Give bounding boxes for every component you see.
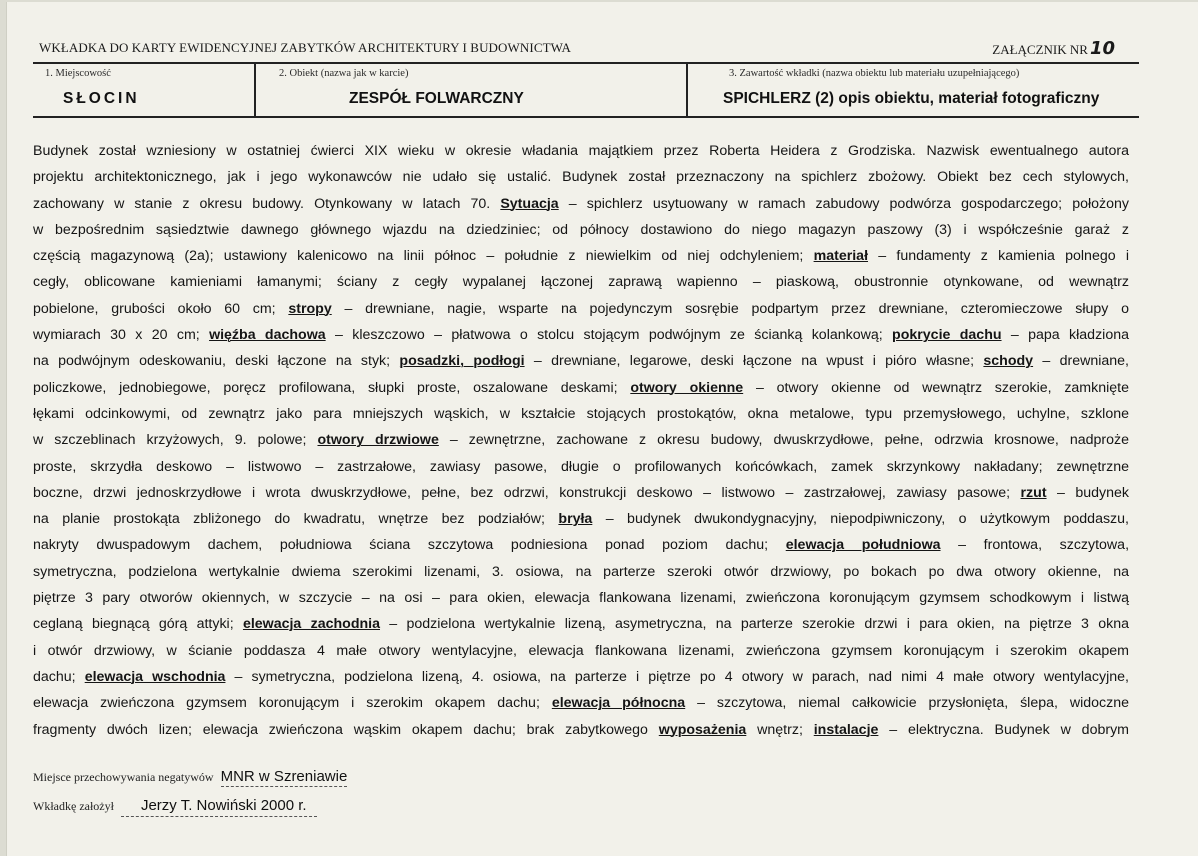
section-keyword: elewacja południowa [785,537,941,554]
text-segment: policzkowe, jednobiegowe, poręcz profilowana, słupki proste, oszalowane deskami; [33,379,631,396]
text-segment: ceglaną biegnącą górą attyki; [33,616,243,633]
negatives-location [33,768,347,785]
section-keyword: elewacja północna [551,695,686,712]
field-locality-label: 1. Miejscowość [45,68,111,79]
header-bottom-rule [33,116,1139,118]
author-value: Jerzy T. Nowiński 2000 r. [121,797,317,817]
text-segment: proste, skrzydła deskowo – listwowo – zastrzałowe, zawiasy pasowe, długie o profilowanych końcówkach, zamek skrzynkowy nakładany; zewnętrzne [33,458,1129,475]
text-segment: cegły, oblicowane kamieniami łamanymi; ściany z cegły wypalanej łączonej zaprawą wapienno – piaskową, obustronnie otynkowane, od wewnątrz [33,274,1129,291]
section-keyword: elewacja zachodnia [242,616,380,633]
field-locality-value: SŁOCIN [63,90,140,107]
text-segment: zachowany w stanie z okresu budowy. Otynkowany w latach 70. [33,195,501,212]
negatives-value: MNR w Szreniawie [220,768,348,785]
text-segment: piętrze 3 pary otworów okiennych, w szczycie – na osi – para okien, elewacja flankowana lizenami, zwieńczona koronującym gzymsem schodkowym i listwą [33,590,1129,607]
field-divider-1 [254,64,256,118]
text-line [33,664,1129,690]
text-line [33,191,1129,217]
field-locality [33,66,255,118]
section-keyword: materiał [813,248,869,265]
text-segment: i otwór drzwiowy, w ścianie poddasza 4 małe otwory wentylacyjne, elewacja flankowana lizenami, zwieńczona gzymsem koronującym i szerokim okapem [33,642,1129,659]
text-segment: – papa kładziona [1001,327,1129,344]
text-segment: na planie prostokąta zbliżonego do kwadratu, wnętrze bez podziałów; [33,511,559,528]
text-line [33,480,1129,506]
text-segment: – drewniane, legarowe, deski łączone na wpust i pióro własne; [524,353,984,370]
text-segment: – otwory okienne od wewnątrz szerokie, zamknięte [743,379,1129,396]
text-segment: – budynek dwukondygnacyjny, niepodpiwniczony, o użytkowym poddaszu, [592,511,1129,528]
text-line [33,559,1129,585]
annex-label-text: ZAŁĄCZNIK NR [992,42,1088,57]
text-line [33,690,1129,716]
section-keyword: Sytuacja [500,195,559,212]
section-keyword: bryła [558,511,593,528]
section-keyword: posadzki, podłogi [399,353,525,370]
field-object-value: ZESPÓŁ FOLWARCZNY [349,90,524,107]
text-segment: – frontowa, szczytowa, [940,537,1130,554]
text-segment: symetryczna, podzielona wertykalnie dwiema szerokimi lizenami, 3. osiowa, na parterze szeroki otwór drzwiowy, po bokach po dwa otwory okienne, na [33,563,1129,580]
text-segment: łękami odcinkowymi, od zewnątrz jako para mniejszych wąskich, w kształcie stojących prostokątów, okna metalowe, typu przemysłowego, uchylne, szklone [33,405,1129,422]
text-segment: dachu; [33,668,85,685]
text-line [33,243,1129,269]
text-segment: elewacja zwieńczona gzymsem koronującym i szerokim okapem dachu; [33,695,552,712]
text-line [33,296,1129,322]
text-segment: – kleszczowo – płatwowa o stolcu stojącym podwójnym ze ścianką kolankową; [325,327,893,344]
text-segment: – elektryczna. Budynek w dobrym [878,721,1129,738]
text-line [33,138,1129,164]
section-keyword: elewacja wschodnia [84,668,226,685]
description-text [33,138,1129,743]
text-segment: – zewnętrzne, zachowane z okresu budowy, dwuskrzydłowe, pełne, odrzwia krosnowe, nadproże [438,432,1129,449]
text-line [33,375,1129,401]
section-keyword: schody [983,353,1034,370]
text-line [33,638,1129,664]
text-line [33,164,1129,190]
text-segment: boczne, drzwi jednoskrzydłowe i wrota dwuskrzydłowe, pełne, bez odrzwi, konstrukcji deskowo – listwowo – zastrzałowej, zawiasy pasowe; [33,484,1021,501]
text-segment: – szczytowa, niemal całkowicie przysłonięta, ślepa, widoczne [685,695,1130,712]
text-segment: – podzielona wertykalnie lizeną, asymetryczna, na parterze szerokie drzwi i para okien, na piętrze 3 okna [380,616,1129,633]
section-keyword: rzut [1020,484,1047,501]
field-content-value: SPICHLERZ (2) opis obiektu, materiał fotograficzny [723,90,1100,107]
text-segment: nakryty dwuspadowym dachem, południowa ściana szczytowa podniesiona ponad poziom dachu; [33,537,786,554]
text-segment: – symetryczna, podzielona lizeną, 4. osiowa, na parterze i piętrze po 4 otwory w parach, nad nimi 4 małe otwory wentylacyjne, [225,668,1129,685]
text-line [33,585,1129,611]
field-object [257,66,685,118]
form-title: WKŁADKA DO KARTY EWIDENCYJNEJ ZABYTKÓW ARCHITEKTURY I BUDOWNICTWA [39,40,572,55]
text-segment: – fundamenty z kamienia polnego i [868,248,1130,265]
negatives-label: Miejsce przechowywania negatywów [33,770,214,784]
text-segment: w bezpośrednim sąsiedztwie dawnego głównego wjazdu na dziedziniec; od północy dostawiono do niego magazyn paszowy (3) i współcześnie garaż z [33,221,1129,238]
field-divider-2 [686,64,688,118]
text-segment: wymiarach 30 x 20 cm; [33,327,210,344]
text-segment: częścią magazynową (2a); ustawiony kalenicowo na linii północ – południe z niewielkim od niej odchyleniem; [33,248,814,265]
section-keyword: otwory drzwiowe [317,432,439,449]
text-line [33,348,1129,374]
text-line [33,401,1129,427]
document-sheet [6,2,1198,856]
text-segment: pobielone, grubości około 60 cm; [33,300,289,317]
text-line [33,217,1129,243]
annex-label [992,38,1115,59]
text-line [33,532,1129,558]
author-line [33,797,317,817]
text-line [33,611,1129,637]
text-segment: na podwójnym odeskowaniu, deski łączone na styk; [33,353,400,370]
text-line [33,506,1129,532]
text-segment: wnętrz; [746,721,814,738]
section-keyword: instalacje [813,721,879,738]
field-object-label: 2. Obiekt (nazwa jak w karcie) [279,68,409,79]
text-segment: – drewniane, [1033,353,1129,370]
section-keyword: więźba dachowa [209,327,326,344]
text-segment: w szczeblinach krzyżowych, 9. polowe; [33,432,318,449]
annex-number: 10 [1089,38,1115,59]
text-segment: Budynek został wzniesiony w ostatniej ćwierci XIX wieku w okresie władania majątkiem przez Roberta Heidera z Grodziska. Nazwisk ewentualnego autora [33,143,1129,159]
header-top-rule [33,62,1139,64]
text-line [33,717,1129,743]
text-segment: projektu architektonicznego, jak i jego wykonawców nie udało się ustalić. Budynek został przeznaczony na spichlerz zbożowy. Obiekt bez cech stylowych, [33,169,1129,186]
author-label: Wkładkę założył [33,799,114,813]
text-line [33,427,1129,453]
text-segment: – drewniane, nagie, wsparte na pojedynczym sosrębie podpartym przez drewniane, czteromieczowe słupy o [331,300,1129,317]
section-keyword: otwory okienne [630,379,744,396]
field-content [689,66,1139,118]
text-line [33,454,1129,480]
text-line [33,322,1129,348]
text-line [33,269,1129,295]
text-segment: – spichlerz usytuowany w ramach zabudowy podwórza gospodarczego; położony [558,195,1129,212]
section-keyword: stropy [288,300,332,317]
text-segment: fragmenty dwóch lizen; elewacja zwieńczona wąskim okapem dachu; brak zabytkowego [33,721,659,738]
section-keyword: pokrycie dachu [892,327,1002,344]
field-content-label: 3. Zawartość wkładki (nazwa obiektu lub materiału uzupełniającego) [729,68,1020,79]
section-keyword: wyposażenia [658,721,747,738]
text-segment: – budynek [1046,484,1129,501]
